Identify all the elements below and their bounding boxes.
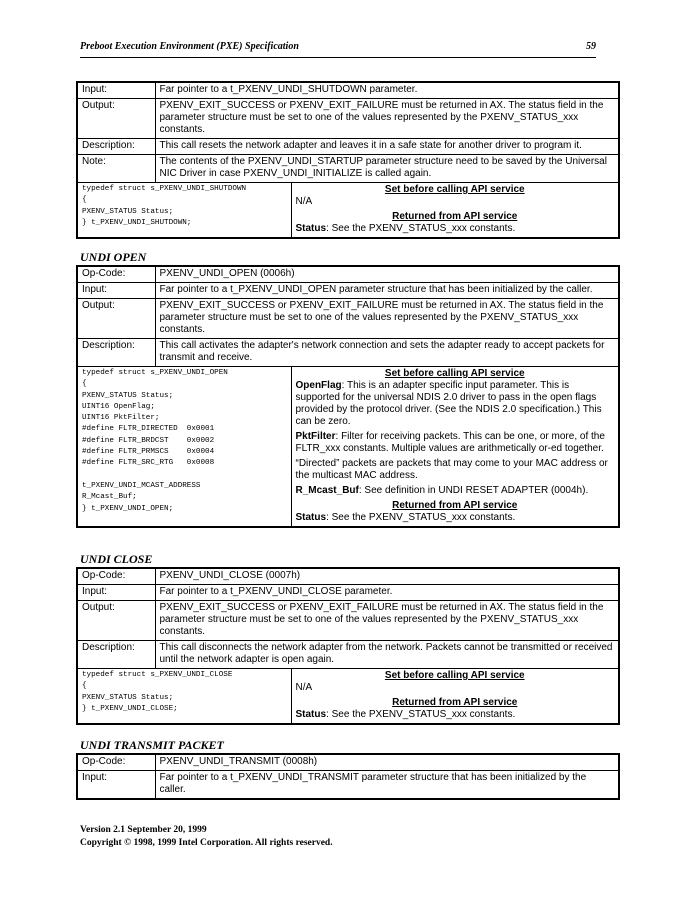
row-text: Far pointer to a t_PXENV_UNDI_SHUTDOWN parameter. [155, 82, 619, 99]
footer-copyright: Copyright © 1998, 1999 Intel Corporation. All rights reserved. [80, 838, 333, 848]
set-heading: Set before calling API service [384, 184, 525, 195]
table-row [77, 585, 619, 601]
row-text: Far pointer to a t_PXENV_UNDI_OPEN parameter structure that has been initialized by the caller. [155, 283, 619, 299]
row-label: Op-Code: [77, 754, 155, 771]
close-table [76, 567, 620, 725]
set-text: N/A [295, 196, 313, 207]
row-text: PXENV_UNDI_TRANSMIT (0008h) [155, 754, 619, 771]
open-table-block [76, 265, 620, 528]
pktfilter-text [296, 431, 615, 455]
transmit-table [76, 753, 620, 800]
row-label: Op-Code: [77, 266, 155, 283]
returned-text [296, 512, 615, 524]
returned-desc: : See the PXENV_STATUS_xxx constants. [326, 223, 516, 234]
row-text: PXENV_UNDI_CLOSE (0007h) [155, 568, 619, 585]
mcast-text [296, 485, 615, 497]
row-text: PXENV_EXIT_SUCCESS or PXENV_EXIT_FAILURE must be returned in AX. The status field in the parameter structure must be set to one of the values represented by the PXENV_STATUS_xxx constants. [155, 601, 619, 641]
mcast-term: R_Mcast_Buf [295, 485, 359, 496]
row-label: Output: [77, 299, 155, 339]
table-row [77, 266, 619, 283]
returned-term: Status [295, 223, 327, 234]
openflag-text [296, 380, 615, 428]
table-row [77, 771, 619, 800]
close-table-block [76, 567, 620, 725]
page-number: 59 [586, 41, 596, 52]
returned-term: Status [295, 709, 327, 720]
code-block: typedef struct s_PXENV_UNDI_CLOSE { PXENV_STATUS Status; } t_PXENV_UNDI_CLOSE; [77, 669, 291, 725]
returned-text [296, 709, 615, 721]
table-row [77, 754, 619, 771]
open-table [76, 265, 620, 528]
set-heading: Set before calling API service [384, 368, 525, 379]
directed-text: “Directed” packets are packets that may come to your MAC address or the multicast MAC address. [295, 458, 608, 481]
set-heading: Set before calling API service [384, 670, 525, 681]
shutdown-table [76, 81, 620, 239]
returned-heading: Returned from API service [392, 500, 518, 511]
table-row [77, 601, 619, 641]
page-footer [80, 824, 333, 850]
code-block: typedef struct s_PXENV_UNDI_SHUTDOWN { PXENV_STATUS Status; } t_PXENV_UNDI_SHUTDOWN; [77, 183, 291, 239]
footer-version: Version 2.1 September 20, 1999 [80, 825, 207, 835]
row-label: Input: [77, 771, 155, 800]
row-label: Input: [77, 585, 155, 601]
transmit-table-block [76, 753, 620, 800]
returned-term: Status [295, 512, 327, 523]
section-title-undi-open: UNDI OPEN [80, 250, 147, 264]
row-label: Output: [77, 99, 155, 139]
returned-desc: : See the PXENV_STATUS_xxx constants. [326, 512, 516, 523]
row-text: Far pointer to a t_PXENV_UNDI_TRANSMIT parameter structure that has been initialized by the caller. [155, 771, 619, 800]
row-label: Input: [77, 82, 155, 99]
returned-desc: : See the PXENV_STATUS_xxx constants. [326, 709, 516, 720]
row-label: Input: [77, 283, 155, 299]
table-row [77, 299, 619, 339]
table-row [77, 155, 619, 183]
table-row [77, 139, 619, 155]
api-cell [291, 367, 619, 528]
openflag-term: OpenFlag [295, 380, 342, 391]
mcast-desc: : See definition in UNDI RESET ADAPTER (0004h). [358, 485, 589, 496]
row-text: This call disconnects the network adapter from the network. Packets cannot be transmitted or received until the network adapter is open again. [155, 641, 619, 669]
returned-heading: Returned from API service [392, 211, 518, 222]
row-label: Output: [77, 601, 155, 641]
table-row [77, 82, 619, 99]
api-row [77, 183, 619, 239]
page-header-title: Preboot Execution Environment (PXE) Specification [80, 41, 299, 52]
table-row [77, 99, 619, 139]
returned-text [296, 223, 615, 235]
section-title-undi-transmit: UNDI TRANSMIT PACKET [80, 738, 224, 752]
pktfilter-desc: : Filter for receiving packets. This can be one, or more, of the FLTR_xxx constants. Multiple values are arithmetically or-ed together. [295, 431, 605, 454]
returned-heading: Returned from API service [392, 697, 518, 708]
api-cell [291, 669, 619, 725]
api-row [77, 669, 619, 725]
section-title-undi-close: UNDI CLOSE [80, 552, 153, 566]
row-text: PXENV_EXIT_SUCCESS or PXENV_EXIT_FAILURE must be returned in AX. The status field in the parameter structure must be set to one of the values represented by the PXENV_STATUS_xxx constants. [155, 99, 619, 139]
table-row [77, 568, 619, 585]
set-text: N/A [295, 682, 313, 693]
row-label: Description: [77, 339, 155, 367]
row-label: Note: [77, 155, 155, 183]
row-label: Op-Code: [77, 568, 155, 585]
row-text: Far pointer to a t_PXENV_UNDI_CLOSE parameter. [155, 585, 619, 601]
row-label: Description: [77, 139, 155, 155]
row-text: This call resets the network adapter and leaves it in a safe state for another driver to program it. [155, 139, 619, 155]
table-row [77, 641, 619, 669]
row-text: This call activates the adapter's network connection and sets the adapter ready to accept packets for transmit and receive. [155, 339, 619, 367]
page-header [80, 39, 596, 58]
row-label: Description: [77, 641, 155, 669]
api-cell [291, 183, 619, 239]
row-text: PXENV_UNDI_OPEN (0006h) [155, 266, 619, 283]
openflag-desc: : This is an adapter specific input parameter. This is supported for the universal NDIS 2.0 driver to pass in the open flags provided by the protocol driver. (See the NDIS 2.0 specification.) This can be zero. [295, 380, 602, 427]
row-text: PXENV_EXIT_SUCCESS or PXENV_EXIT_FAILURE must be returned in AX. The status field in the parameter structure must be set to one of the values represented by the PXENV_STATUS_xxx constants. [155, 299, 619, 339]
pktfilter-term: PktFilter [295, 431, 336, 442]
table-row [77, 339, 619, 367]
table-row [77, 283, 619, 299]
api-row [77, 367, 619, 528]
code-block: typedef struct s_PXENV_UNDI_OPEN { PXENV_STATUS Status; UINT16 OpenFlag; UINT16 PktFilter; #define FLTR_DIRECTED 0x0001 #define FLTR_BRDCST 0x0002 #define FLTR_PRMSCS 0x0004 #define FLTR_SRC_RTG 0x0008 t_PXENV_UNDI_MCAST_ADDRESS R_Mcast_Buf; } t_PXENV_UNDI_OPEN; [77, 367, 291, 528]
shutdown-table-block [76, 81, 620, 239]
row-text: The contents of the PXENV_UNDI_STARTUP parameter structure need to be saved by the Universal NIC Driver in case PXENV_UNDI_INITIALIZE is called again. [155, 155, 619, 183]
